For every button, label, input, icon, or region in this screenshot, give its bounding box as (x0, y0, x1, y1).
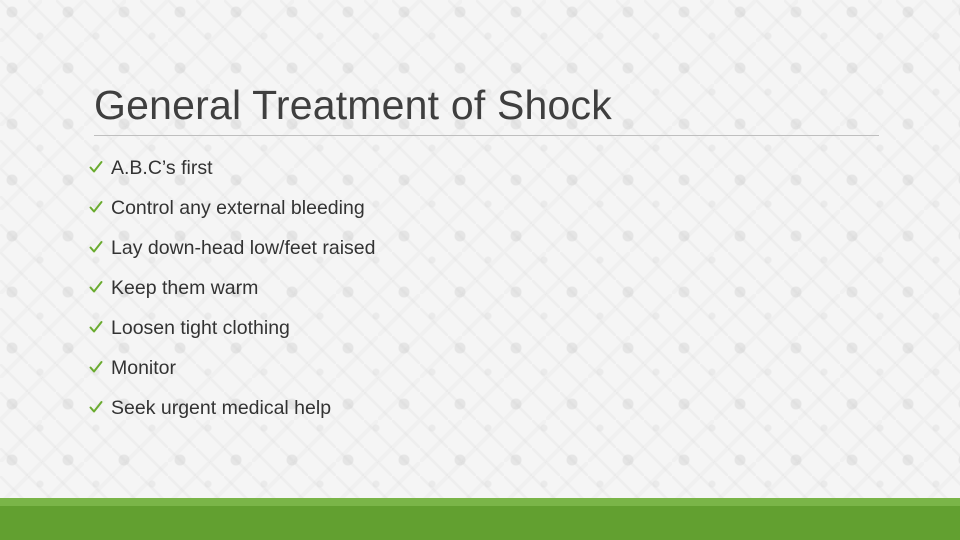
bullet-text: Control any external bleeding (111, 196, 365, 219)
bullet-text: Seek urgent medical help (111, 396, 332, 419)
slide-title: General Treatment of Shock (94, 82, 612, 128)
title-divider (94, 135, 879, 136)
check-icon (89, 320, 103, 334)
list-item (89, 188, 376, 228)
bullet-text: A.B.C’s first (111, 156, 213, 179)
list-item (89, 148, 376, 188)
list-item (89, 308, 376, 348)
check-icon (89, 280, 103, 294)
check-icon (89, 400, 103, 414)
bullet-text: Monitor (111, 356, 177, 379)
list-item (89, 348, 376, 388)
check-icon (89, 200, 103, 214)
check-icon (89, 360, 103, 374)
list-item (89, 228, 376, 268)
list-item (89, 268, 376, 308)
footer-stripe (0, 498, 960, 506)
check-icon (89, 160, 103, 174)
bullet-text: Keep them warm (111, 276, 259, 299)
bullet-text: Loosen tight clothing (111, 316, 290, 339)
bullet-text: Lay down-head low/feet raised (111, 236, 376, 259)
bullet-list (89, 148, 376, 428)
check-icon (89, 240, 103, 254)
list-item (89, 388, 376, 428)
